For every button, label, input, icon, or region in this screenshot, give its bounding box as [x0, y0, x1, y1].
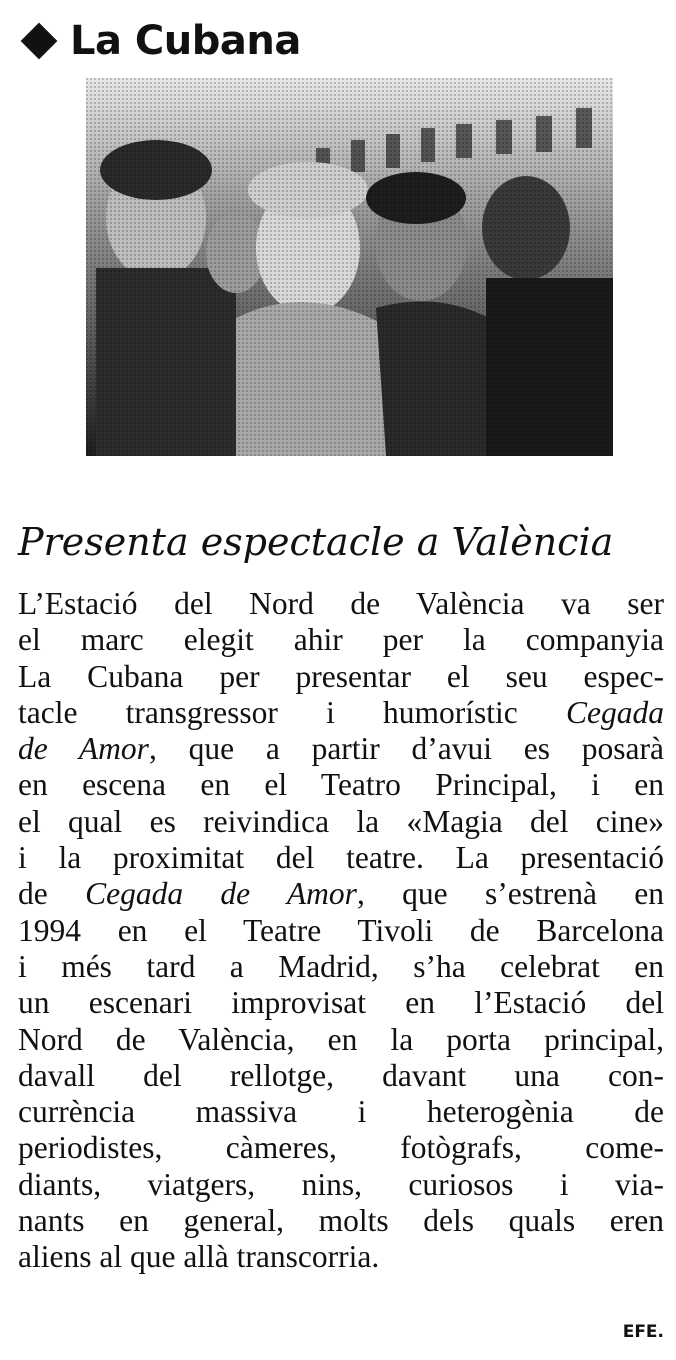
article-line: La Cubana per presentar el seu espec- — [18, 658, 664, 694]
section-title: La Cubana — [70, 18, 301, 64]
article-line: diants, viatgers, nins, curiosos i via- — [18, 1166, 664, 1202]
section-headline — [20, 18, 301, 64]
article-line: un escenari improvisat en l’Estació del — [18, 985, 664, 1021]
article-line: el marc elegit ahir per la companyia — [18, 622, 664, 658]
article-line: currència massiva i heterogènia de — [18, 1094, 664, 1130]
article-line: aliens al que allà transcorria. — [18, 1239, 380, 1275]
article-line: Nord de València, en la porta principal, — [18, 1021, 664, 1057]
article-subheadline: Presenta espectacle a València — [18, 520, 614, 564]
article-line: de Amor, que a partir d’avui es posarà — [18, 731, 664, 767]
photo-illustration — [86, 78, 613, 456]
article-line: 1994 en el Teatre Tivoli de Barcelona — [18, 912, 664, 948]
agency-credit: EFE. — [622, 1322, 664, 1342]
article-line: L’Estació del Nord de València va ser — [18, 586, 664, 621]
article-body — [18, 586, 664, 1276]
article-line: i la proximitat del teatre. La presentació — [18, 840, 664, 876]
article-line: periodistes, càmeres, fotògrafs, come- — [18, 1130, 664, 1166]
article-line: nants en general, molts dels quals eren — [18, 1203, 664, 1239]
article-line: el qual es reivindica la «Magia del cine» — [18, 803, 664, 839]
article-line: en escena en el Teatro Principal, i en — [18, 767, 664, 803]
news-photo — [86, 78, 613, 456]
article-line: davall del rellotge, davant una con- — [18, 1057, 664, 1093]
article-line: tacle transgressor i humorístic Cegada — [18, 694, 664, 730]
article-line: i més tard a Madrid, s’ha celebrat en — [18, 948, 664, 984]
article-line: de Cegada de Amor, que s’estrenà en — [18, 876, 665, 912]
diamond-bullet-icon — [21, 23, 58, 60]
